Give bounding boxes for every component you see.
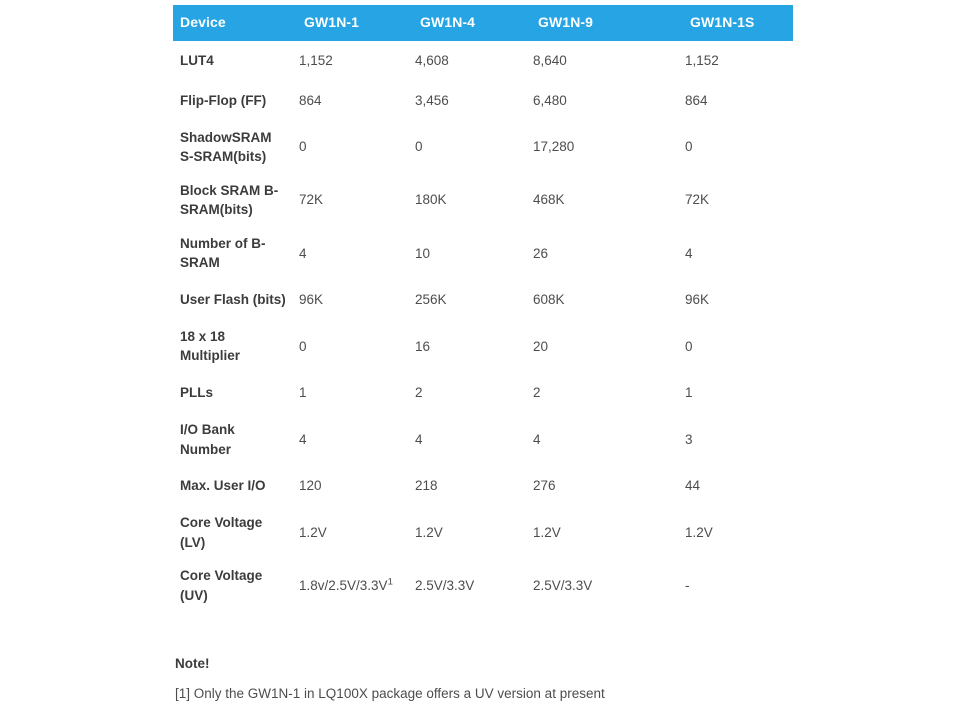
device-spec-table	[173, 5, 793, 612]
device-spec-table-container	[173, 5, 793, 612]
row-cell: 864	[299, 92, 322, 108]
table-row	[173, 227, 793, 280]
note-item: [1] Only the GW1N-1 in LQ100X package offers a UV version at present	[175, 685, 605, 701]
row-label: 18 x 18 Multiplier	[180, 328, 240, 364]
notes-section	[175, 655, 875, 702]
row-cell: 0	[415, 139, 423, 155]
row-cell	[297, 559, 413, 612]
row-cell: 96K	[685, 292, 710, 308]
row-cell: 4	[299, 245, 307, 261]
row-cell: 4,608	[415, 52, 449, 68]
table-row	[173, 41, 793, 81]
row-label: Block SRAM B-SRAM(bits)	[180, 182, 279, 218]
row-label: Flip-Flop (FF)	[180, 92, 267, 108]
row-cell: 256K	[415, 292, 447, 308]
row-cell: 16	[415, 338, 431, 354]
row-cell: 26	[533, 245, 549, 261]
table-row	[173, 280, 793, 320]
row-cell: 0	[685, 338, 693, 354]
table-row	[173, 466, 793, 506]
row-cell: 180K	[415, 192, 447, 208]
table-row	[173, 559, 793, 612]
row-cell: 3,456	[415, 92, 449, 108]
row-label: LUT4	[180, 52, 214, 68]
row-cell: 1.2V	[299, 524, 327, 540]
column-header-gw1n-4: GW1N-4	[413, 5, 531, 41]
row-cell: 4	[415, 431, 423, 447]
row-cell: 2.5V/3.3V	[415, 578, 475, 594]
row-cell: 4	[299, 431, 307, 447]
table-row	[173, 373, 793, 413]
column-header-gw1n-1s: GW1N-1S	[683, 5, 793, 41]
row-cell: 8,640	[533, 52, 567, 68]
column-header-device: Device	[173, 5, 297, 41]
row-cell: -	[685, 578, 690, 594]
row-cell: 1.2V	[415, 524, 443, 540]
table-row	[173, 121, 793, 174]
row-cell: 0	[685, 139, 693, 155]
row-cell: 1	[299, 385, 307, 401]
row-label: PLLs	[180, 385, 214, 401]
notes-title: Note!	[175, 656, 210, 671]
row-cell: 20	[533, 338, 549, 354]
table-row	[173, 320, 793, 373]
row-cell: 0	[299, 139, 307, 155]
table-header-row	[173, 5, 793, 41]
row-label: User Flash (bits)	[180, 292, 286, 308]
row-cell: 608K	[533, 292, 565, 308]
row-label: Number of B-SRAM	[180, 235, 266, 271]
table-row	[173, 506, 793, 559]
row-cell: 1.2V	[533, 524, 561, 540]
table-header	[173, 5, 793, 41]
row-cell: 1,152	[299, 52, 333, 68]
column-header-gw1n-1: GW1N-1	[297, 5, 413, 41]
table-row	[173, 81, 793, 121]
row-cell: 1,152	[685, 52, 719, 68]
row-cell: 10	[415, 245, 431, 261]
column-header-gw1n-9: GW1N-9	[531, 5, 683, 41]
row-cell: 72K	[299, 192, 324, 208]
row-cell: 4	[685, 245, 693, 261]
row-cell: 276	[533, 478, 556, 494]
row-cell: 2	[533, 385, 541, 401]
row-cell: 44	[685, 478, 701, 494]
row-cell: 1.2V	[685, 524, 713, 540]
row-cell: 218	[415, 478, 438, 494]
row-cell: 4	[533, 431, 541, 447]
row-label: I/O Bank Number	[180, 422, 235, 457]
row-cell: 3	[685, 431, 693, 447]
row-cell: 2	[415, 385, 423, 401]
row-cell: 2.5V/3.3V	[533, 578, 593, 594]
row-cell: 6,480	[533, 92, 567, 108]
row-cell: 96K	[299, 292, 324, 308]
row-label: Core Voltage (LV)	[180, 515, 263, 550]
row-cell: 17,280	[533, 139, 575, 155]
row-label: ShadowSRAM S-SRAM(bits)	[180, 129, 272, 165]
row-cell: 0	[299, 338, 307, 354]
table-row	[173, 174, 793, 227]
row-cell: 864	[685, 92, 708, 108]
table-row	[173, 413, 793, 466]
row-cell-text: 1.8v/2.5V/3.3V	[299, 578, 388, 594]
row-label: Core Voltage (UV)	[180, 568, 263, 603]
table-body	[173, 41, 793, 613]
row-cell: 1	[685, 385, 693, 401]
row-cell: 120	[299, 478, 322, 494]
row-cell: 72K	[685, 192, 710, 208]
row-label: Max. User I/O	[180, 478, 266, 494]
footnote-marker: 1	[387, 576, 393, 588]
row-cell: 468K	[533, 192, 565, 208]
